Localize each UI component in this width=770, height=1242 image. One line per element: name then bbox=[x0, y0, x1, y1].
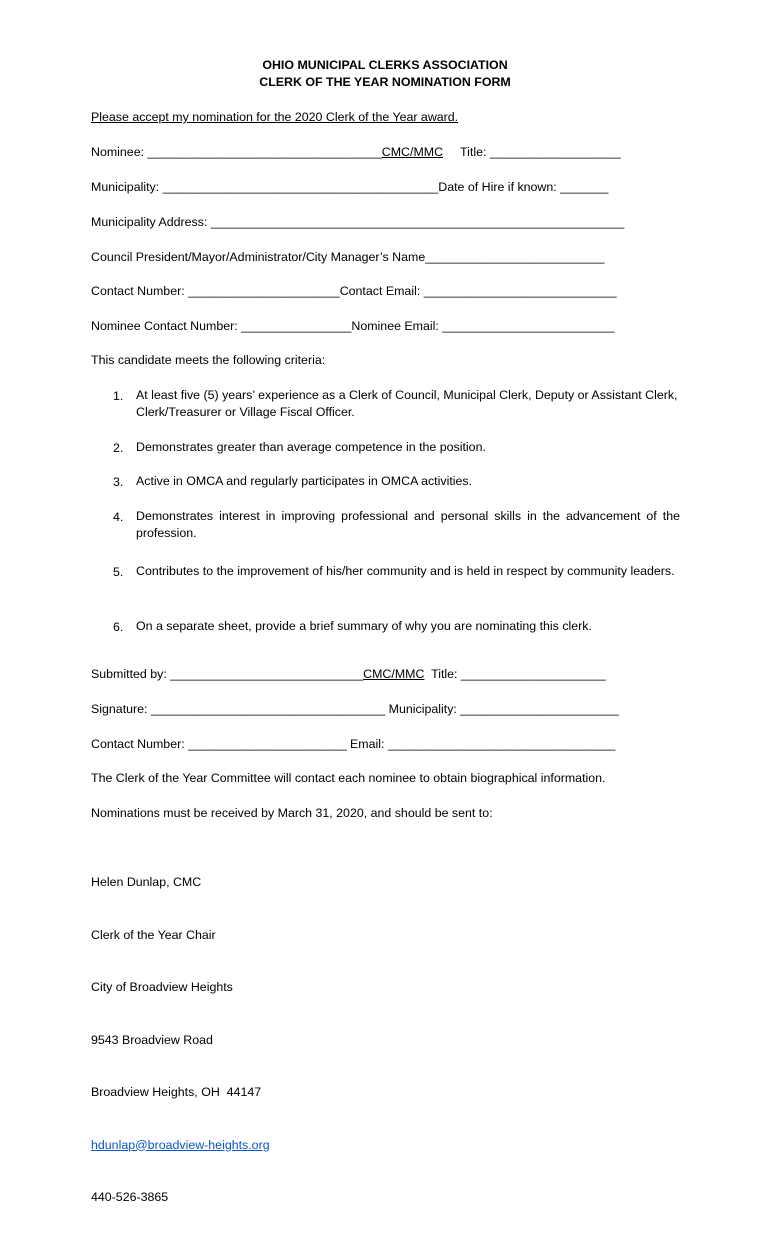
criteria-number: 1. bbox=[113, 389, 124, 403]
criteria-item: Active in OMCA and regularly participates in OMCA activities. bbox=[136, 474, 473, 488]
nominee-cmc-label: CMC/MMC bbox=[381, 145, 444, 159]
committee-note: The Clerk of the Year Committee will contact each nominee to obtain biographical information. bbox=[91, 771, 606, 785]
form-org-title: OHIO MUNICIPAL CLERKS ASSOCIATION bbox=[262, 58, 508, 72]
criteria-item: On a separate sheet, provide a brief summary of why you are nominating this clerk. bbox=[136, 619, 592, 633]
submitter-cmc-label: CMC/MMC bbox=[363, 667, 425, 681]
criteria-intro: This candidate meets the following criteria: bbox=[91, 353, 326, 367]
form-title: CLERK OF THE YEAR NOMINATION FORM bbox=[259, 75, 511, 89]
contact-field[interactable]: Contact Number: ______________________Contact Email: ____________________________ bbox=[91, 284, 617, 298]
nominee-title-field: Title: ___________________ bbox=[460, 145, 621, 159]
intro-statement: Please accept my nomination for the 2020 Clerk of the Year award. bbox=[91, 110, 459, 124]
submitter-title-field: Title: _____________________ bbox=[424, 667, 606, 681]
criteria-number: 6. bbox=[113, 620, 124, 634]
contact-org: City of Broadview Heights bbox=[91, 980, 233, 994]
criteria-number: 4. bbox=[113, 510, 124, 524]
nominee-field[interactable] bbox=[91, 145, 621, 160]
deadline-note: Nominations must be received by March 31, 2020, and should be sent to: bbox=[91, 806, 493, 820]
submitter-contact-field[interactable]: Contact Number: _______________________ Email: _________________________________ bbox=[91, 737, 616, 751]
signature-field[interactable]: Signature: __________________________________ Municipality: _______________________ bbox=[91, 702, 619, 716]
criteria-number: 2. bbox=[113, 441, 124, 455]
contact-street: 9543 Broadview Road bbox=[91, 1032, 213, 1047]
contact-name: Helen Dunlap, CMC bbox=[91, 875, 202, 889]
submitted-by-field[interactable] bbox=[91, 667, 606, 682]
nominee-label: Nominee: __________________________________ bbox=[91, 145, 382, 159]
criteria-item: At least five (5) years’ experience as a Clerk of Council, Municipal Clerk, Deputy or Assistant Clerk, Clerk/Treasurer or Village Fiscal Officer. bbox=[136, 388, 678, 419]
municipality-field[interactable]: Municipality: ________________________________________Date of Hire if known: _______ bbox=[91, 180, 609, 194]
submitted-by-label: Submitted by: ____________________________ bbox=[91, 667, 364, 681]
contact-role: Clerk of the Year Chair bbox=[91, 927, 216, 942]
contact-phone: 440-526-3865 bbox=[91, 1190, 169, 1204]
council-name-field[interactable]: Council President/Mayor/Administrator/City Manager’s Name__________________________ bbox=[91, 250, 605, 264]
criteria-item: Demonstrates greater than average competence in the position. bbox=[136, 440, 486, 454]
contact-address-block bbox=[91, 839, 270, 1242]
contact-email-link[interactable]: hdunlap@broadview-heights.org bbox=[91, 1137, 270, 1152]
contact-city: Broadview Heights, OH 44147 bbox=[91, 1085, 262, 1099]
criteria-number: 3. bbox=[113, 475, 124, 489]
municipality-address-field[interactable]: Municipality Address: ____________________________________________________________ bbox=[91, 215, 625, 229]
criteria-number: 5. bbox=[113, 565, 124, 579]
criteria-item: Contributes to the improvement of his/her community and is held in respect by community leaders. bbox=[136, 564, 675, 578]
criteria-item: Demonstrates interest in improving professional and personal skills in the advancement of the profession. bbox=[136, 509, 680, 540]
nominee-contact-field[interactable]: Nominee Contact Number: ________________Nominee Email: _________________________ bbox=[91, 319, 615, 333]
